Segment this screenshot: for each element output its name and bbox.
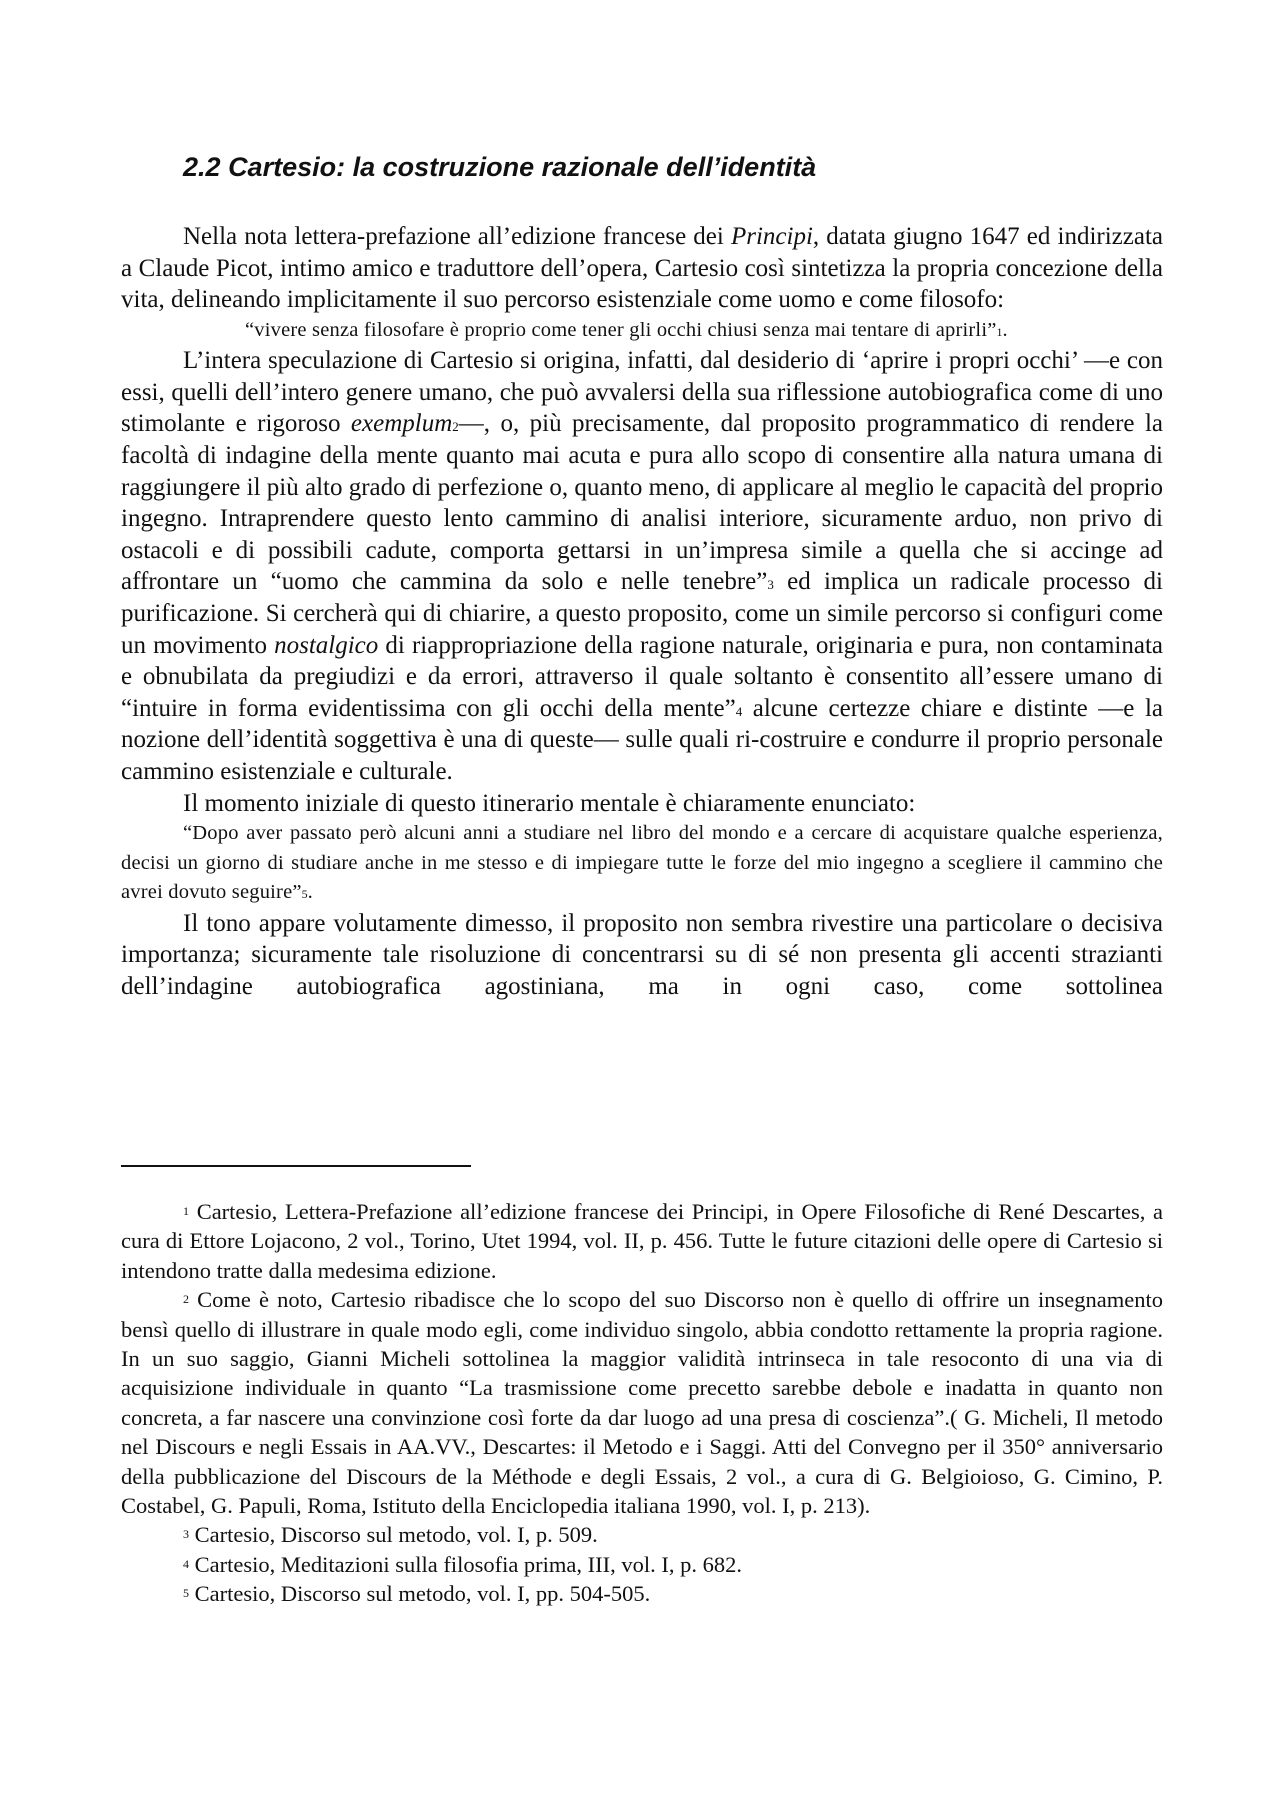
footnote-ref-5: 5 bbox=[301, 887, 308, 902]
footnote-mark: 1 bbox=[183, 1204, 189, 1218]
section-number: 2.2 bbox=[183, 152, 221, 182]
italic-exemplum: exemplum bbox=[350, 410, 453, 438]
footnote-separator bbox=[121, 1165, 471, 1167]
block-quote-2: “Dopo aver passato però alcuni anni a studiare nel libro del mondo e a cercare di acquistare qualche esperienza, decisi un giorno di studiare anche in me stesso e di impiegare tutte le forze del mio ingegno a scegliere il cammino che avrei dovuto seguire”5. bbox=[121, 822, 1163, 904]
section-title: Cartesio: la costruzione razionale dell’identità bbox=[228, 152, 817, 182]
footnote-2: 2 Come è noto, Cartesio ribadisce che lo scopo del suo Discorso non è quello di offrire un insegnamento bensì quello di illustrare in quale modo egli, come individuo singolo, abbia condotto rettamente la propria ragione. In un suo saggio, Gianni Micheli sottolinea la maggior validità intrinseca in tale resoconto di una via di acquisizione individuale in quanto “La trasmissione come precetto sarebbe debole e inadatta in quanto non concreta, a far nascere una convinzione così forte da dar luogo ad una presa di coscienza”.( G. Micheli, Il metodo nel Discours e negli Essais in AA.VV., Descartes: il Metodo e i Saggi. Atti del Convegno per il 350° anniversario della pubblicazione del Discours de la Méthode e degli Essais, 2 vol., a cura di G. Belgioioso, G. Cimino, P. Costabel, G. Papuli, Roma, Istituto della Enciclopedia italiana 1990, vol. I, p. 213). bbox=[121, 1287, 1163, 1519]
footnote-mark: 4 bbox=[183, 1556, 189, 1571]
paragraph-4: Il tono appare volutamente dimesso, il proposito non sembra rivestire una particolare o decisiva importanza; sicuramente tale risoluzione di concentrarsi su di sé non presenta gli accenti strazianti dell’indagine autobiografica agostiniana, ma in ogni caso, come sottolinea bbox=[121, 909, 1163, 1000]
italic-nostalgico: nostalgico bbox=[274, 631, 379, 659]
footnote-mark: 5 bbox=[183, 1586, 189, 1601]
footnote-ref-3: 3 bbox=[767, 577, 774, 593]
footnote-4: 4 Cartesio, Meditazioni sulla filosofia prima, III, vol. I, p. 682. bbox=[183, 1551, 743, 1577]
footnote-ref-4: 4 bbox=[735, 703, 743, 719]
paragraph-3: Il momento iniziale di questo itinerario mentale è chiaramente enunciato: bbox=[183, 789, 916, 817]
footnote-1: 1 Cartesio, Lettera-Prefazione all’edizione francese dei Principi, in Opere Filosofiche di René Descartes, a cura di Ettore Lojacono, 2 vol., Torino, Utet 1994, vol. II, p. 456. Tutte le future citazioni delle opere di Cartesio si intendono tratte dalla medesima edizione. bbox=[121, 1199, 1163, 1283]
body-text bbox=[121, 221, 1163, 1002]
footnote-5: 5 Cartesio, Discorso sul metodo, vol. I, pp. 504-505. bbox=[183, 1581, 651, 1607]
block-quote-1: “vivere senza filosofare è proprio come tener gli occhi chiusi senza mai tentare di aprirli”1. bbox=[245, 318, 1008, 341]
footnote-3: 3 Cartesio, Discorso sul metodo, vol. I, p. 509. bbox=[183, 1522, 598, 1548]
footnote-mark: 2 bbox=[183, 1292, 189, 1307]
footnote-ref-1: 1 bbox=[996, 324, 1003, 339]
footnote-mark: 3 bbox=[183, 1527, 189, 1542]
footnote-ref-2: 2 bbox=[452, 419, 459, 435]
paragraph-1: Nella nota lettera-prefazione all’edizione francese dei Principi, datata giugno 1647 ed indirizzata a Claude Picot, intimo amico e traduttore dell’opera, Cartesio così sintetizza la propria concezione della vita, delineando implicitamente il suo percorso esistenziale come uomo e come filosofo: bbox=[121, 223, 1163, 314]
italic-principi: Principi bbox=[730, 223, 813, 250]
section-heading bbox=[183, 150, 816, 184]
paragraph-2: L’intera speculazione di Cartesio si origina, infatti, dal desiderio di ‘aprire i propri occhi’ —e con essi, quelli dell’intero genere umano, che può avvalersi della sua riflessione autobiografica come di uno stimolante e rigoroso exemplum2—, o, più precisamente, dal proposito programmatico di rendere la facoltà di indagine della mente quanto mai acuta e pura allo scopo di consentire alla natura umana di raggiungere il più alto grado di perfezione o, quanto meno, di applicare al meglio le capacità del proprio ingegno. Intraprendere questo lento cammino di analisi interiore, sicuramente arduo, non privo di ostacoli e di possibili cadute, comporta gettarsi in un’impresa simile a quella che si accinge ad affrontare un “uomo che cammina da solo e nelle tenebre”3 ed implica un radicale processo di purificazione. Si cercherà qui di chiarire, a questo proposito, come un simile percorso si configuri come un movimento nostalgico di riappropriazione della ragione naturale, originaria e pura, non contaminata e obnubilata da pregiudizi e da errori, attraverso il quale soltanto è consentito all’essere umano di “intuire in forma evidentissima con gli occhi della mente”4 alcune certezze chiare e distinte —e la nozione dell’identità soggettiva è una di queste— sulle quali ri-costruire e condurre il proprio personale cammino esistenziale e culturale. bbox=[121, 347, 1163, 785]
footnotes bbox=[121, 1197, 1163, 1609]
